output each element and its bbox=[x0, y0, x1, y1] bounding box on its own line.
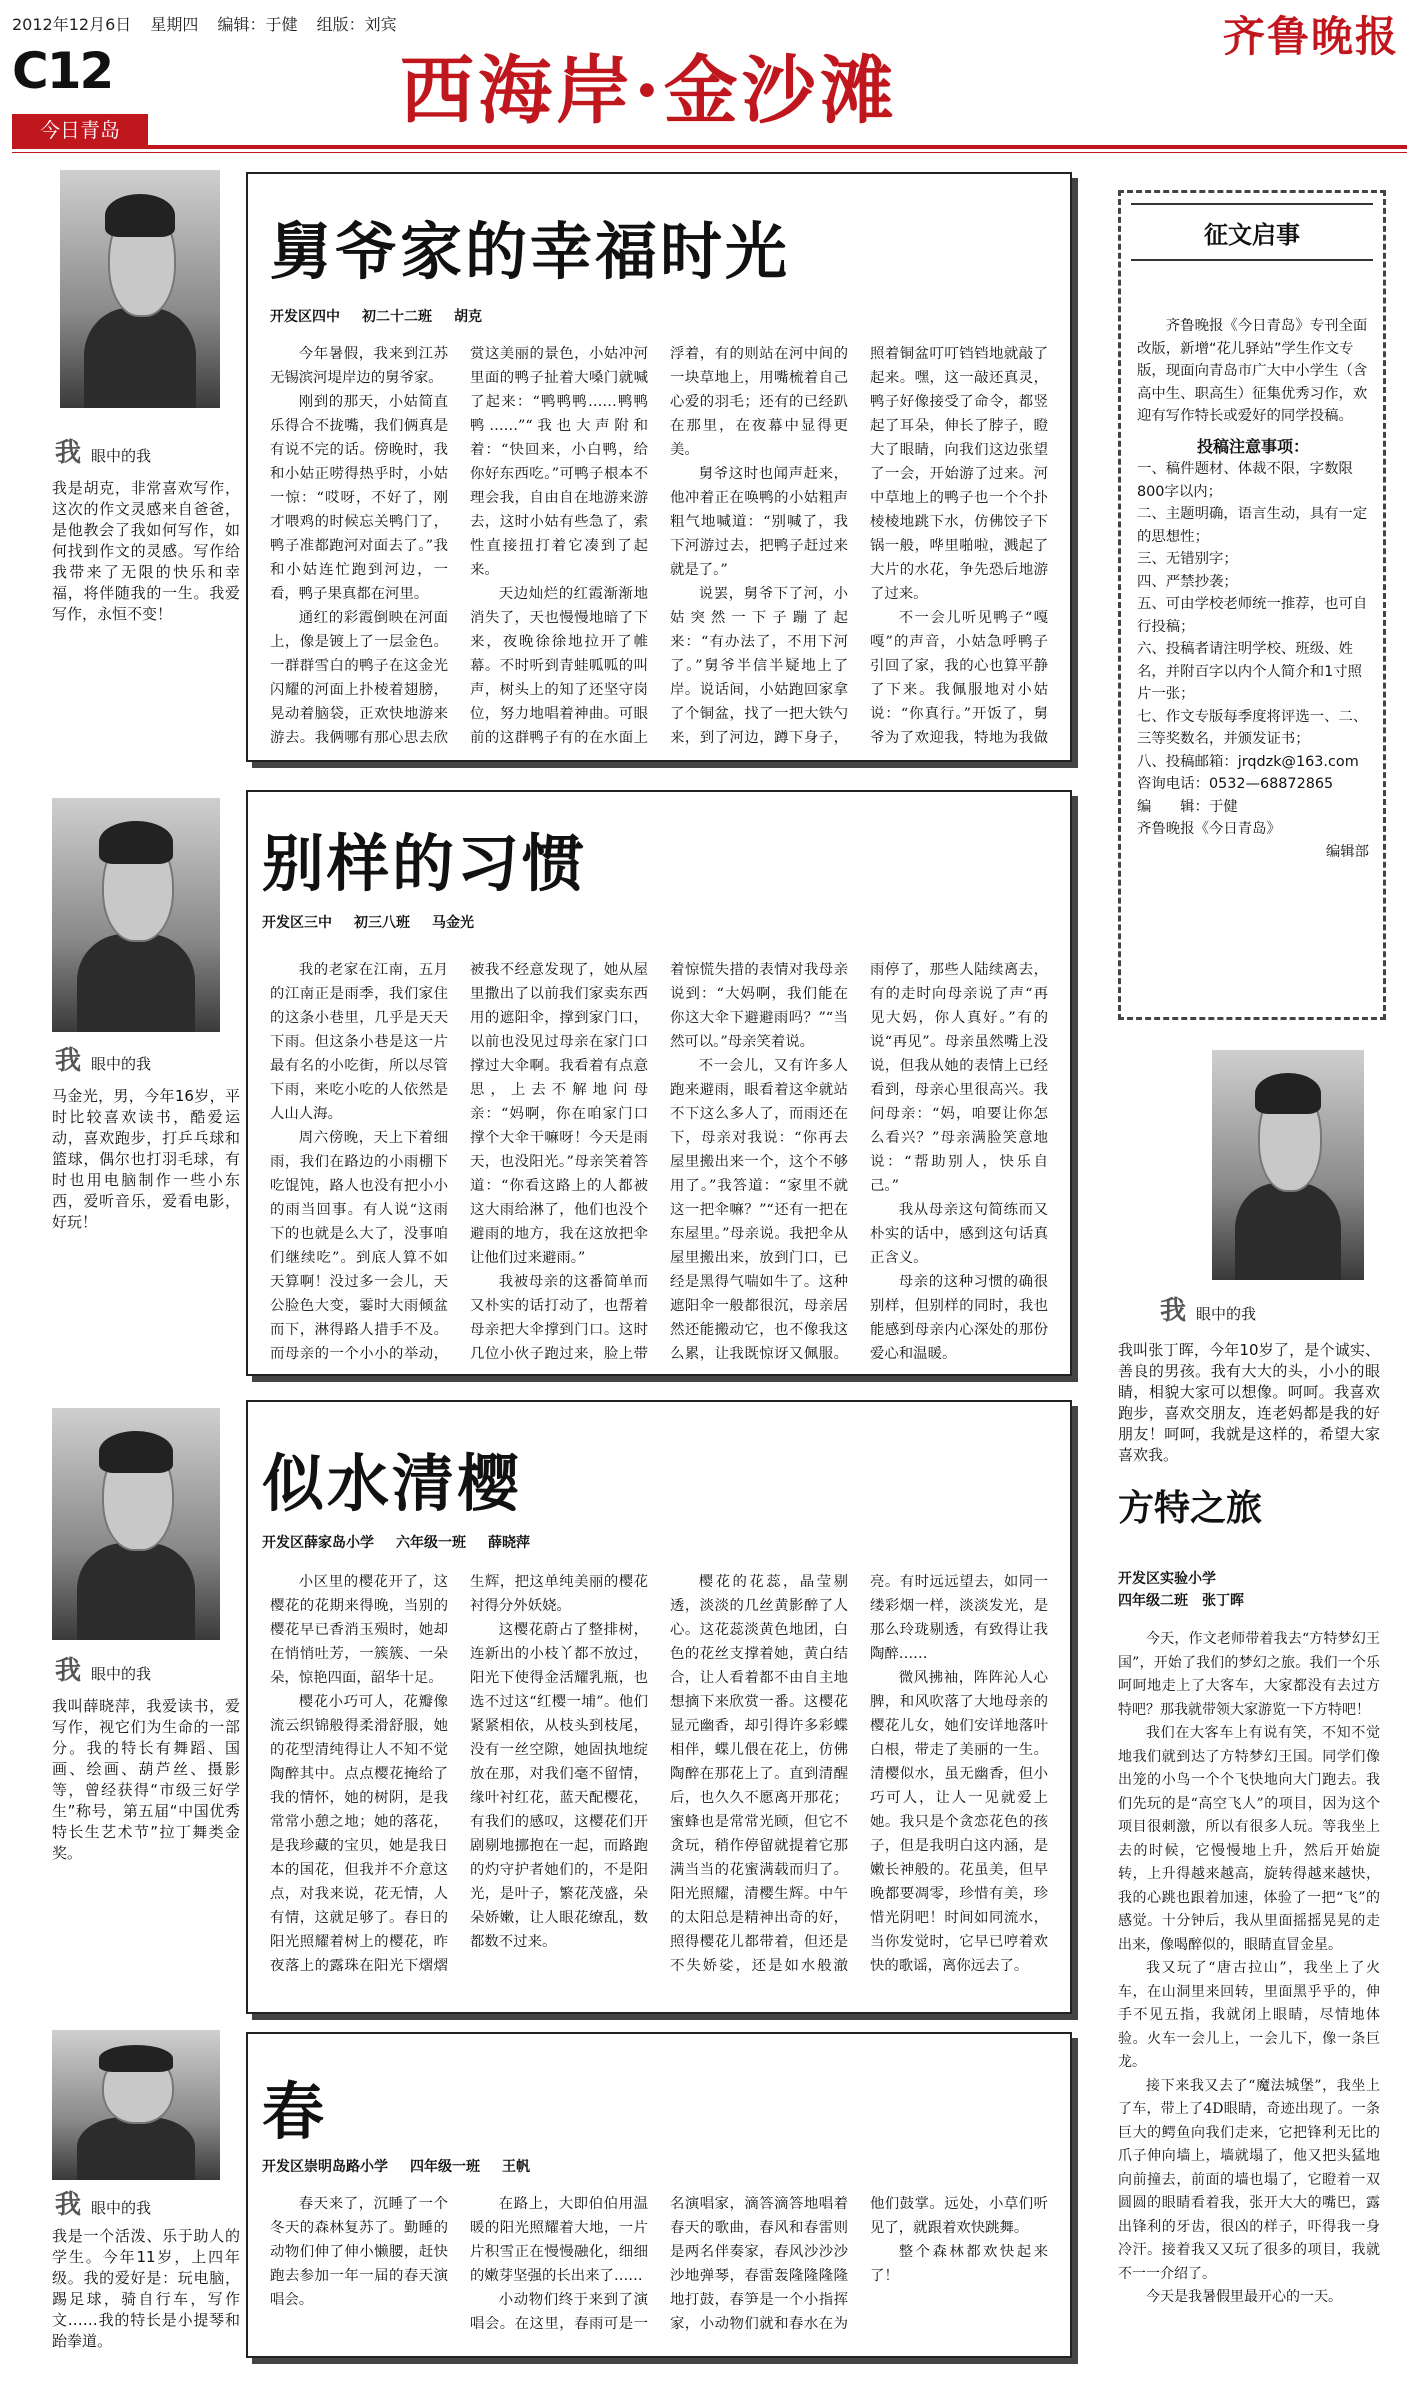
article-title-3: 似水清樱 bbox=[262, 1447, 523, 1520]
author-bio-side: 我叫张丁晖，今年10岁了，是个诚实、善良的男孩。我有大大的头，小小的眼睛，相貌大家可以想像。呵呵。我喜欢跑步，喜欢交朋友，连老妈都是我的好朋友！呵呵，我就是这样的，希望大家喜欢我。 bbox=[1118, 1341, 1380, 1464]
article-byline-3: 开发区薛家岛小学 六年级一班 薛晓萍 bbox=[262, 1535, 530, 1551]
article-box-3 bbox=[246, 1400, 1072, 2014]
editor-credit: 编辑：于健 bbox=[217, 15, 298, 34]
side-article-title: 方特之旅 bbox=[1118, 1487, 1263, 1529]
newspaper-logo: 齐鲁晚报 bbox=[1222, 12, 1399, 61]
page-number: C12 bbox=[12, 42, 113, 100]
author-photo-4 bbox=[52, 2030, 220, 2180]
profile-heading-1: 我眼中的我 bbox=[55, 438, 152, 468]
header-rule bbox=[12, 145, 1407, 149]
author-photo-side bbox=[1212, 1050, 1364, 1280]
author-bio-2: 马金光，男，今年16岁，平时比较喜欢读书，酷爱运动，喜欢跑步，打乒乓球和篮球，偶尔也打羽毛球，有时也用电脑制作一些小东西，爱听音乐，爱看电影，好玩！ bbox=[52, 1087, 240, 1231]
article-box-1 bbox=[246, 172, 1072, 762]
article-body-1: 今年暑假，我来到江苏无锡滨河堤岸边的舅爷家。 刚到的那天，小姑简直乐得合不拢嘴，我们俩真是有说不完的话。傍晚时，我和小姑正唠得热乎时，小姑一惊：“哎呀，不好了，刚才喂鸡的时候忘关鸭门了，鸭子准都跑河对面去了。”我和小姑连忙跑到河边，一看，鸭子果真都在河里。 通红的彩霞倒映在河面上，像是镀上了一层金色。一群群雪白的鸭子在这金光闪耀的河面上扑棱着翅膀，晃动着脑袋，正欢快地游来游去。我俩哪有那心思去欣赏这美丽的景色，小姑冲河里面的鸭子扯着大嗓门就喊了起来：“鸭鸭鸭……鸭鸭鸭……”“我也大声附和着：“快回来，小白鸭，给你好东西吃。”可鸭子根本不理会我，自由自在地游来游去，这时小姑有些急了，索性直接扭打着它凑到了起来。 天边灿烂的红霞渐渐地消失了，天也慢慢地暗了下来，夜晚徐徐地拉开了帷幕。不时听到青蛙呱呱的叫声，树头上的知了还坚守岗位，努力地唱着神曲。可眼前的这群鸭子有的在水面上浮着，有的则站在河中间的一块草地上，用嘴梳着自己心爱的羽毛；还有的已经趴在那里，在夜幕中显得更美。 舅爷这时也闻声赶来，他冲着正在唤鸭的小姑粗声粗气地喊道：“别喊了，我下河游过去，把鸭子赶过来就是了。” 说罢，舅爷下了河，小姑突然一下子蹦了起来：“有办法了，不用下河了。”舅爷半信半疑地上了岸。说话间，小姑跑回家拿了个铜盆，找了一把大铁勺来，到了河边，蹲下身子，照着铜盆叮叮铛铛地就敲了起来。嘿，这一敲还真灵，鸭子好像接受了命令，都竖起了耳朵，伸长了脖子，瞪大了眼睛，向我们这边张望了一会，开始游了过来。河中草地上的鸭子也一个个扑棱棱地跳下水，仿佛饺子下锅一般，哗里啪啦，溅起了大片的水花，争先恐后地游了过来。 不一会儿听见鸭子“嘎嘎”的声音，小姑急呼鸭子引回了家，我的心也算平静了下来。我佩服地对小姑说：“你真行。”开饭了，舅爷为了欢迎我，特地为我做 bbox=[270, 346, 1048, 746]
article-byline-2: 开发区三中 初三八班 马金光 bbox=[262, 915, 474, 931]
article-title-4: 春 bbox=[262, 2075, 328, 2148]
notice-body: 齐鲁晚报《今日青岛》专刊全面改版，新增“花儿驿站”学生作文专版，现面向青岛市广大中小学生（含高中生、职高生）征集优秀习作，欢迎有写作特长或爱好的同学投稿。 投稿注意事项： 一、稿件题材、体裁不限，字数限800字以内； 二、主题明确，语言生动，具有一定的思想性； 三、无错别字； 四、严禁抄袭； 五、可由学校老师统一推荐，也可自行投稿； 六、投稿者请注明学校、班级、姓名，并附百字以内个人简介和1寸照片一张； 七、作文专版每季度将评选一、二、三等奖数名，并颁发证书； 八、投稿邮箱：jrqdzk@163.com 咨询电话：0532—68872865 编 辑：于健 齐鲁晚报《今日青岛》 编辑部 bbox=[1137, 318, 1369, 860]
author-bio-3: 我叫薛晓萍，我爱读书，爱写作，视它们为生命的一部分。我的特长有舞蹈、国画、绘画、葫芦丝、摄影等，曾经获得“市级三好学生”称号，第五届“中国优秀特长生艺术节”拉丁舞类金奖。 bbox=[52, 1697, 240, 1862]
article-box-4 bbox=[246, 2032, 1072, 2358]
profile-heading-4: 我眼中的我 bbox=[55, 2190, 152, 2220]
issue-weekday: 星期四 bbox=[150, 15, 199, 34]
author-photo-1 bbox=[60, 170, 220, 408]
profile-heading-2: 我眼中的我 bbox=[55, 1046, 152, 1076]
article-box-2 bbox=[246, 790, 1072, 1376]
page-masthead: 西海岸·金沙滩 bbox=[400, 48, 898, 134]
author-bio-1: 我是胡克，非常喜欢写作，这次的作文灵感来自爸爸，是他教会了我如何写作，如何找到作文的灵感。写作给我带来了无限的快乐和幸福，将伴随我的一生。我爱写作，永恒不变！ bbox=[52, 479, 240, 623]
side-article-body: 今天，作文老师带着我去“方特梦幻王国”，开始了我们的梦幻之旅。我们一个乐呵呵地走上了大客车，大家都没有去过方特吧？那我就带领大家游览一下方特吧！ 我们在大客车上有说有笑，不知不觉地我们就到达了方特梦幻王国。同学们像出笼的小鸟一个个飞快地向大门跑去。我们先玩的是“高空飞人”的项目，因为这个项目很刺激，所以有很多人玩。等我坐上去的时候，它慢慢地上升，然后开始旋转，上升得越来越高，旋转得越来越快，我的心跳也跟着加速，体验了一把“飞”的感觉。十分钟后，我从里面摇摇晃晃的走出来，像喝醉似的，眼睛直冒金星。 我又玩了“唐古拉山”，我坐上了火车，在山洞里来回转，里面黑乎乎的，伸手不见五指，我就闭上眼睛，尽情地体验。火车一会儿上，一会儿下，像一条巨龙。 接下来我又去了“魔法城堡”，我坐上了车，带上了4D眼睛，奇迹出现了。一条巨大的鳄鱼向我们走来，它把锋利无比的爪子伸向墙上，墙就塌了，他又把头猛地向前撞去，前面的墙也塌了，它瞪着一双圆圆的眼睛看着我，张开大大的嘴巴，露出锋利的牙齿，很凶的样子，吓得我一身冷汗。接着我又又玩了很多的项目，我就不一一介绍了。 今天是我暑假里最开心的一天。 bbox=[1118, 1631, 1380, 2305]
article-byline-1: 开发区四中 初二十二班 胡克 bbox=[270, 309, 482, 325]
notice-title: 征文启事 bbox=[1204, 220, 1300, 249]
issue-date: 2012年12月6日 bbox=[12, 15, 132, 34]
author-photo-2 bbox=[52, 798, 220, 1032]
author-bio-4: 我是一个活泼、乐于助人的学生。今年11岁，上四年级。我的爱好是：玩电脑，踢足球，骑自行车，写作文……我的特长是小提琴和跆拳道。 bbox=[52, 2227, 240, 2350]
header-thin-rule bbox=[12, 152, 1407, 153]
call-for-submissions-box bbox=[1118, 190, 1386, 1020]
article-title-2: 别样的习惯 bbox=[262, 827, 588, 900]
profile-heading-3: 我眼中的我 bbox=[55, 1656, 152, 1686]
article-byline-4: 开发区崇明岛路小学 四年级一班 王帆 bbox=[262, 2159, 530, 2175]
article-body-4: 春天来了，沉睡了一个冬天的森林复苏了。勤睡的动物们伸了伸小懒腰，赶快跑去参加一年一届的春天演唱会。 在路上，大即伯伯用温暖的阳光照耀着大地，一片片积雪正在慢慢融化，细细的嫩芽坚强的长出来了…… 小动物们终于来到了演唱会。在这里，春雨可是一名演唱家，滴答滴答地唱着春天的歌曲，春风和春雷则是两名伴奏家，春风沙沙沙沙地弹琴，春雷轰隆隆隆隆地打鼓，春笋是一个小指挥家，小动物们就和春水在为他们鼓掌。远处，小草们听见了，就跟着欢快跳舞。 整个森林都欢快起来了！ bbox=[270, 2196, 1048, 2332]
section-tab: 今日青岛 bbox=[12, 114, 148, 146]
article-body-3: 小区里的樱花开了，这樱花的花期来得晚，当别的樱花早已香消玉殒时，她却在悄悄吐芳，一簇簇、一朵朵，惊艳四面，韶华十足。 樱花小巧可人，花瓣像流云织锦般得柔滑舒服，她的花型清纯得让人不知不觉陶醉其中。点点樱花掩给了我的情怀，她的树阴，是我常常小憩之地；她的落花，是我珍藏的宝贝，她是我日本的国花，但我并不介意这点，对我来说，花无情，人有情，这就足够了。春日的阳光照耀着树上的樱花，昨夜落上的露珠在阳光下熠熠生辉，把这单纯美丽的樱花衬得分外妖娆。 这樱花蔚占了整排树，连新出的小枝丫都不放过，阳光下使得金活耀乳瓶，也选不过这“红樱一埔”。他们紧紧相依，从枝头到枝尾，没有一丝空隙，她固执地绽放在那，对我们毫不留情，缘叶衬红花，蓝天配樱花，有我们的感叹，这樱花们开剧剔地挪抱在一起，而路跑的灼守护者她们的，不是阳光，是叶子，繁花茂盛，朵朵娇嫩，让人眼花缭乱，数都数不过来。 樱花的花蕊，晶莹剔透，淡淡的几丝黄影醉了人心。这花蕊淡黄色地团，白色的花丝支撑着她，黄白结合，让人看着都不由自主地想摘下来欣赏一番。这樱花显元幽香，却引得许多彩蝶相伴，蝶儿偎在花上，仿佛陶醉在那花上了。直到清醒后，也久久不愿离开那花；蜜蜂也是常常光顾，但它不贪玩，稍作停留就提着它那满当当的花蜜满载而归了。阳光照耀，清樱生辉。中午的太阳总是精神出奇的好，照得樱花儿都带着，但还是不失娇娑，还是如水般澈亮。有时远远望去，如同一缕彩烟一样，淡淡发光，是那么玲珑剔透，有致得让我陶醉…… 微风拂袖，阵阵沁人心脾，和风吹落了大地母亲的樱花儿女，她们安详地落叶白根，带走了美丽的一生。清樱似水，虽无幽香，但小巧可人，让人一见就爱上她。我只是个贪恋花色的孩子，但是我明白这内涵，是嫩长神般的。花虽美，但早晚都要凋零，珍惜有美，珍惜光阴吧！时间如同流水，当你发觉时，它早已哼着欢快的歌谣，离你远去了。 bbox=[270, 1574, 1048, 1974]
layout-credit: 组版：刘宾 bbox=[316, 15, 397, 34]
side-article-byline: 开发区实验小学 四年级二班 张丁晖 bbox=[1118, 1571, 1244, 1609]
author-photo-3 bbox=[52, 1408, 220, 1640]
article-title-1: 舅爷家的幸福时光 bbox=[270, 215, 791, 288]
article-body-2: 我的老家在江南，五月的江南正是雨季，我们家住的这条小巷里，几乎是天天下雨。但这条小巷是这一片最有名的小吃街，所以尽管下雨，来吃小吃的人依然是人山人海。 周六傍晚，天上下着细雨，我们在路边的小雨棚下吃馄饨，路人也没有把小小的雨当回事。有人说“这雨下的也就是么大了，没事咱们继续吃”。到底人算不如天算啊！没过多一会儿，天公脸色大变，霎时大雨倾盆而下，淋得路人措手不及。而母亲的一个小小的举动，被我不经意发现了，她从屋里撒出了以前我们家卖东西用的遮阳伞，撑到家门口，以前也没见过母亲在家门口撑过大伞啊。我看着有点意思，上去不解地问母亲：“妈啊，你在咱家门口撑个大伞干嘛呀！今天是雨天，也没阳光。”母亲笑着答道：“你看这路上的人都被这大雨给淋了，他们也没个避雨的地方，我在这放把伞让他们过来避雨。” 我被母亲的这番简单而又朴实的话打动了，也帮着母亲把大伞撑到门口。这时几位小伙子跑过来，脸上带着惊慌失措的表情对我母亲说到：“大妈啊，我们能在你这大伞下避避雨吗？”“当然可以。”母亲笑着说。 不一会儿，又有许多人跑来避雨，眼看着这伞就站不下这么多人了，而雨还在下，母亲对我说：“你再去屋里搬出来一个，这个不够用了。”我答道：“家里不就这一把伞嘛？”“还有一把在东屋里。”母亲说。我把伞从屋里搬出来，放到门口，已经是黑得气喘如牛了。这种遮阳伞一般都很沉，母亲居然还能搬动它，也不像我这么累，让我既惊讶又佩服。雨停了，那些人陆续离去，有的走时向母亲说了声“再见大妈，你人真好。”有的说“再见”。母亲虽然嘴上没说，但我从她的表情上已经看到，母亲心里很高兴。我问母亲：“妈，咱要让你怎么看兴？”母亲满脸笑意地说：“帮助别人，快乐自己。” 我从母亲这句简练而又朴实的话中，感到这句话真正含义。 母亲的这种习惯的确很别样，但别样的同时，我也能感到母亲内心深处的那份爱心和温暖。 bbox=[270, 962, 1048, 1362]
profile-heading-side: 我眼中的我 bbox=[1160, 1296, 1257, 1326]
header-meta bbox=[12, 12, 411, 35]
